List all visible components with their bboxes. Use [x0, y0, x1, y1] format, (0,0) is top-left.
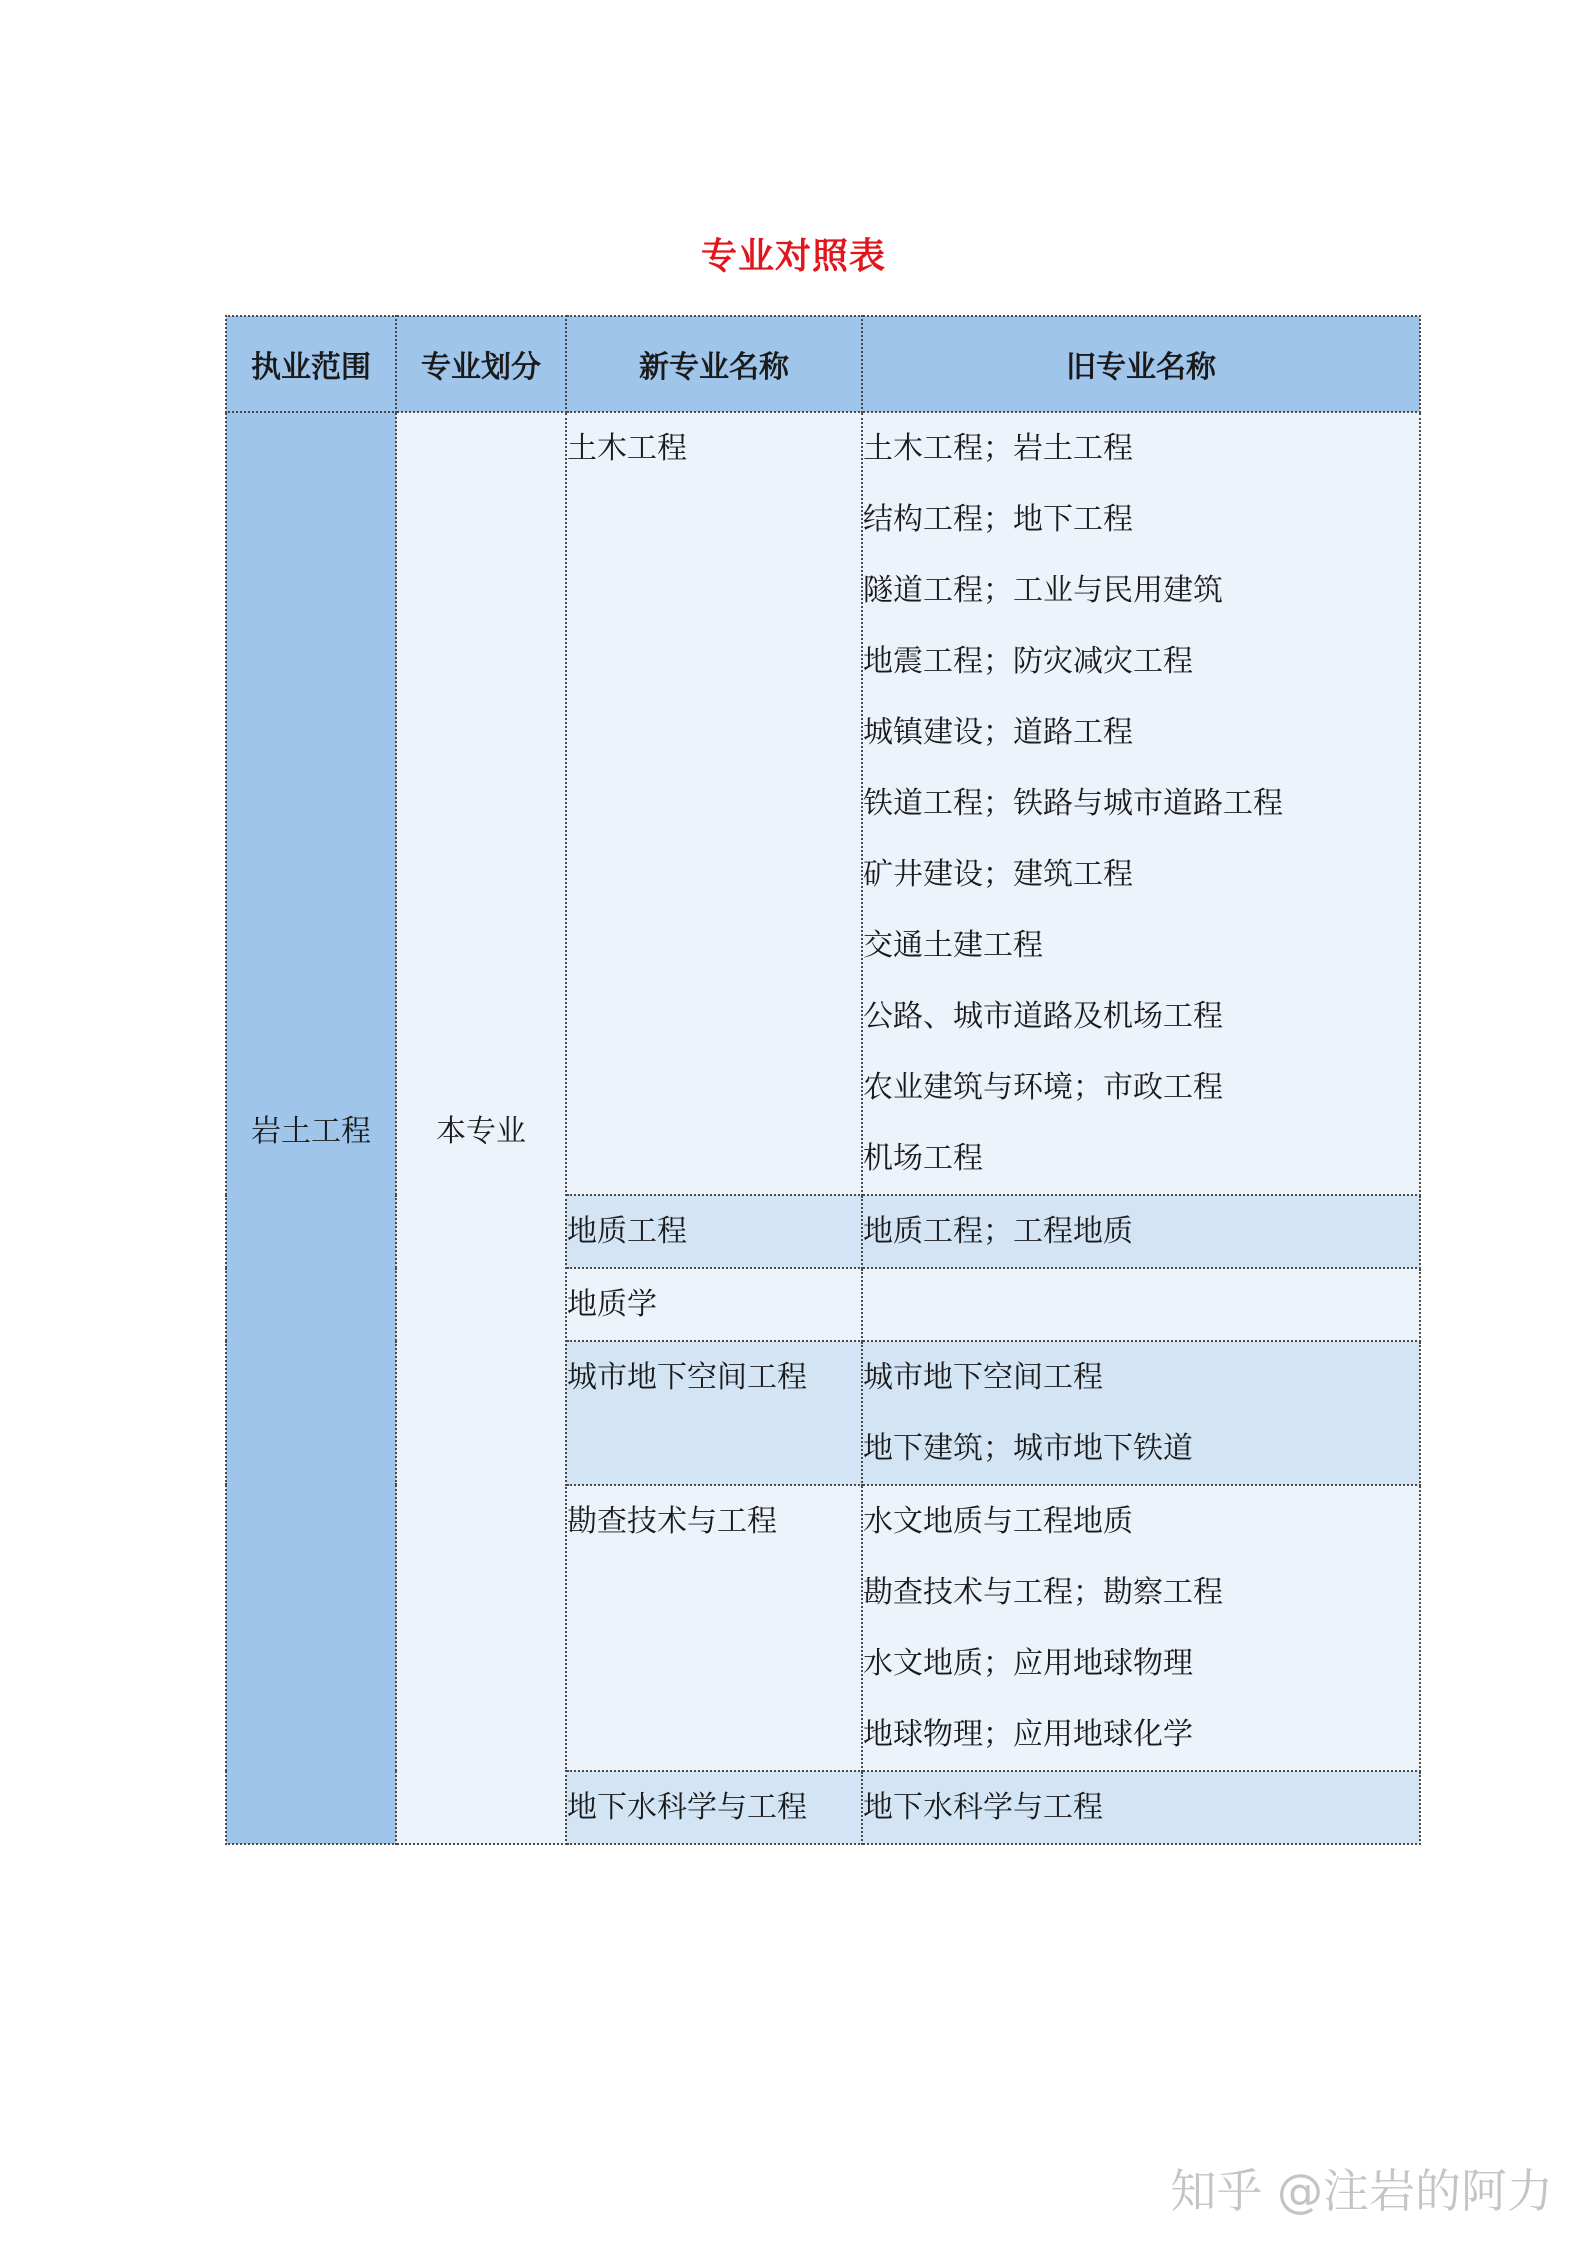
new-major-name-cell [566, 1771, 862, 1844]
old-major-name: 城镇建设；道路工程 [863, 715, 1133, 750]
zhihu-watermark: 知乎 @注岩的阿力 [1170, 2164, 1553, 2218]
practice-scope-cell: 岩土工程 [226, 412, 396, 1844]
new-major-name: 地质工程 [567, 1214, 687, 1249]
new-major-name-cell [566, 1195, 862, 1268]
header-practice-scope: 执业范围 [226, 316, 396, 412]
major-division-cell: 本专业 [396, 412, 566, 1844]
old-major-name: 地球物理；应用地球化学 [863, 1717, 1193, 1752]
table-row [226, 412, 1420, 1195]
header-major-division: 专业划分 [396, 316, 566, 412]
document-title: 专业对照表 [700, 236, 886, 277]
old-major-name: 结构工程；地下工程 [863, 502, 1133, 537]
major-comparison-table [225, 315, 1421, 1845]
new-major-name: 城市地下空间工程 [567, 1360, 807, 1395]
old-major-name: 地下水科学与工程 [863, 1790, 1103, 1825]
new-major-name: 地质学 [567, 1287, 657, 1322]
old-major-name: 矿井建设；建筑工程 [863, 857, 1133, 892]
new-major-name-cell [566, 1268, 862, 1341]
old-major-name: 地质工程；工程地质 [863, 1214, 1133, 1249]
old-major-name-cell [862, 1341, 1420, 1485]
old-major-name-empty [863, 1269, 1419, 1340]
new-major-name-cell [566, 1485, 862, 1771]
new-major-name: 土木工程 [567, 431, 687, 466]
old-major-name: 隧道工程；工业与民用建筑 [863, 573, 1223, 608]
old-major-name: 铁道工程；铁路与城市道路工程 [863, 786, 1283, 821]
table-header-row [226, 316, 1420, 412]
old-major-name: 水文地质；应用地球物理 [863, 1646, 1193, 1681]
new-major-name-cell [566, 412, 862, 1195]
old-major-name: 水文地质与工程地质 [863, 1504, 1133, 1539]
old-major-name: 勘查技术与工程；勘察工程 [863, 1575, 1223, 1610]
old-major-name: 地下建筑；城市地下铁道 [863, 1431, 1193, 1466]
old-major-name-cell [862, 412, 1420, 1195]
old-major-name: 城市地下空间工程 [863, 1360, 1103, 1395]
old-major-name-cell [862, 1485, 1420, 1771]
old-major-name-cell [862, 1268, 1420, 1341]
header-new-major-name: 新专业名称 [566, 316, 862, 412]
new-major-name-cell [566, 1341, 862, 1485]
new-major-name: 地下水科学与工程 [567, 1790, 807, 1825]
header-old-major-name: 旧专业名称 [862, 316, 1420, 412]
old-major-name-cell [862, 1771, 1420, 1844]
old-major-name: 农业建筑与环境；市政工程 [863, 1070, 1223, 1105]
old-major-name: 机场工程 [863, 1141, 983, 1176]
old-major-name: 公路、城市道路及机场工程 [863, 999, 1223, 1034]
new-major-name: 勘查技术与工程 [567, 1504, 777, 1539]
old-major-name: 土木工程；岩土工程 [863, 431, 1133, 466]
old-major-name: 交通土建工程 [863, 928, 1043, 963]
old-major-name-cell [862, 1195, 1420, 1268]
old-major-name: 地震工程；防灾减灾工程 [863, 644, 1193, 679]
